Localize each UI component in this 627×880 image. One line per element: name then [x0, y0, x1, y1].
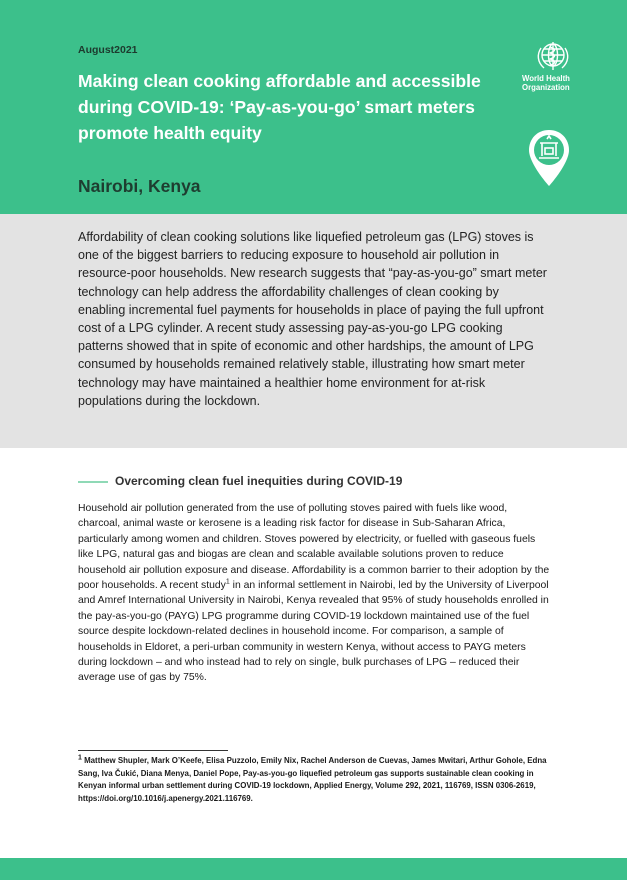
organization-name: World Health Organization	[522, 74, 570, 92]
footnote	[78, 755, 548, 806]
abstract-text: Affordability of clean cooking solutions like liquefied petroleum gas (LPG) stoves is one of the biggest barriers to reducing exposure to household air pollution in resource-poor households. New research suggests that “pay-as-you-go” smart meter technology can help address the affordability challenges of clean cooking by enabling incremental fuel payments for households in place of paying the full upfront cost of a LPG cylinder. A recent study assessing pay-as-you-go LPG cooking patterns showed that in spite of economic and other hardships, the amount of LPG consumed by households remained relatively stable, illustrating how smart meter technology may have maintained a healthier home environment for at-risk populations during the lockdown.	[78, 230, 547, 408]
footnote-ref[interactable]: 1	[225, 578, 230, 586]
body-text-part1: Household air pollution generated from the use of polluting stoves paired with fuels like wood, charcoal, animal waste or kerosene is a leading risk factor for disease in Sub-Saharan Africa, particularly among women and children. Stoves powered by electricity, or fuelled with gaseous fuels like LPG, natural gas and biogas are clean and scalable available solutions proven to reduce household air pollution exposure and disease. Affordability is a common barrier to their adoption by the poor households. A recent study	[78, 503, 550, 592]
location-heading: Nairobi, Kenya	[78, 176, 201, 196]
body-text-part2: in an informal settlement in Nairobi, led by the University of Liverpool and Amref International University in Nairobi, Kenya revealed that 95% of study households enrolled in the pay-as-you-go (PAYG) LPG programme during COVID-19 lockdown maintained use of the fuel source despite lockdown-related declines in household income. For comparison, a sample of households in Eldoret, a peri-urban community in western Kenya, without access to PAYG meters during lockdown – and who instead had to rely on single, bulk purchases of LPG – reduced their average use of gas by 75%.	[78, 580, 549, 684]
footnote-marker: 1	[78, 754, 82, 762]
publication-date: August2021	[78, 44, 138, 56]
page-title: Making clean cooking affordable and accessible during COVID-19: ‘Pay-as-you-go’ smart meters promote health equity	[78, 71, 481, 143]
body-paragraph	[78, 501, 552, 686]
footer-band	[0, 858, 627, 880]
section-heading: Overcoming clean fuel inequities during COVID-19	[115, 474, 403, 488]
location-pin-icon	[526, 128, 572, 188]
footnote-divider	[78, 750, 228, 751]
footnote-text: Matthew Shupler, Mark O’Keefe, Elisa Puzzolo, Emily Nix, Rachel Anderson de Cuevas, James Mwitari, Arthur Gohole, Edna Sang, Iva Čukić, Diana Menya, Daniel Pope, Pay-as-you-go liquefied petroleum gas supports sustainable clean cooking in Kenyan informal urban settlement during COVID-19 lockdown, Applied Energy, Volume 292, 2021, 116769, ISSN 0306-2619, https://doi.org/10.1016/j.apenergy.2021.116769.	[78, 756, 547, 804]
section-rule	[78, 481, 108, 483]
